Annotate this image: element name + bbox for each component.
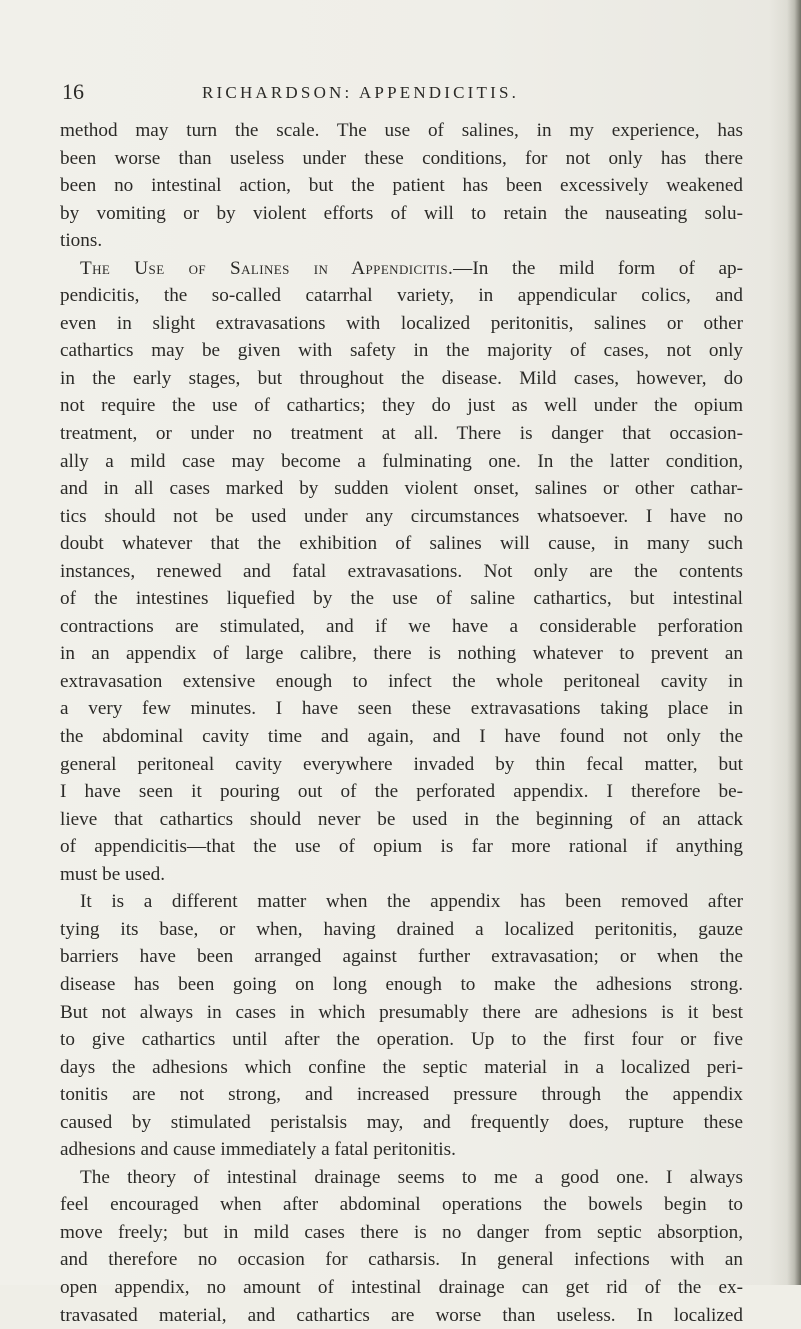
text-line: been worse than useless under these conditions, for not only has there [60, 147, 743, 169]
text-line: even in slight extravasations with localized peritonitis, salines or other [60, 312, 743, 334]
text-line: It is a different matter when the appendix has been removed after [80, 891, 743, 913]
text-line: must be used. [60, 863, 165, 885]
text-line: doubt whatever that the exhibition of salines will cause, in many such [60, 533, 743, 555]
text-line: lieve that cathartics should never be used in the beginning of an attack [60, 808, 743, 830]
text-line: travasated material, and cathartics are worse than useless. In localized [60, 1304, 743, 1326]
page-number: 16 [62, 79, 84, 104]
text-line: The theory of intestinal drainage seems to me a good one. I always [80, 1166, 743, 1188]
text-line: tonitis are not strong, and increased pressure through the appendix [60, 1084, 743, 1106]
text-line: and in all cases marked by sudden violent onset, salines or other cathar- [60, 478, 743, 500]
text-line: adhesions and cause immediately a fatal peritonitis. [60, 1139, 456, 1161]
page-header [62, 77, 742, 107]
text-line: ally a mild case may become a fulminating one. In the latter condition, [60, 450, 743, 472]
text-line: extravasation extensive enough to infect the whole peritoneal cavity in [60, 670, 743, 692]
text-line: tying its base, or when, having drained a localized peritonitis, gauze [60, 918, 743, 940]
text-line: move freely; but in mild cases there is no danger from septic absorption, [60, 1221, 743, 1243]
text-line: I have seen it pouring out of the perforated appendix. I therefore be- [60, 781, 743, 803]
text-line: cathartics may be given with safety in the majority of cases, not only [60, 340, 743, 362]
running-head: RICHARDSON: APPENDICITIS. [202, 83, 520, 102]
body-text [60, 117, 743, 1329]
text-line: tions. [60, 230, 103, 252]
text-line: contractions are stimulated, and if we have a considerable perforation [60, 615, 743, 637]
text-line: the abdominal cavity time and again, and I have found not only the [60, 726, 743, 748]
text-line: a very few minutes. I have seen these extravasations taking place in [60, 698, 743, 720]
page-edge-shadow [787, 0, 801, 1285]
text-line: disease has been going on long enough to make the adhesions strong. [60, 973, 743, 995]
text-line: in the early stages, but throughout the disease. Mild cases, however, do [60, 367, 743, 389]
text-line: pendicitis, the so-called catarrhal variety, in appendicular colics, and [60, 285, 743, 307]
text-line: barriers have been arranged against further extravasation; or when the [60, 946, 743, 968]
text-line: tics should not be used under any circumstances whatsoever. I have no [60, 505, 743, 527]
text-line: instances, renewed and fatal extravasations. Not only are the contents [60, 560, 743, 582]
text-line: But not always in cases in which presumably there are adhesions is it best [60, 1001, 743, 1023]
section-heading: The Use of Salines in Appendicitis. [80, 257, 454, 279]
text-line: and therefore no occasion for catharsis. In general infections with an [60, 1249, 743, 1271]
text-line: to give cathartics until after the operation. Up to the first four or five [60, 1029, 743, 1051]
text-line: —In the mild form of ap- [453, 257, 744, 279]
text-line: not require the use of cathartics; they do just as well under the opium [60, 395, 743, 417]
text-line: of appendicitis—that the use of opium is far more rational if anything [60, 836, 743, 858]
text-line: open appendix, no amount of intestinal drainage can get rid of the ex- [60, 1276, 743, 1298]
text-line: in an appendix of large calibre, there is nothing whatever to prevent an [60, 643, 743, 665]
text-line: by vomiting or by violent efforts of will to retain the nauseating solu- [60, 202, 743, 224]
text-line: method may turn the scale. The use of salines, in my experience, has [60, 120, 743, 141]
text-line: treatment, or under no treatment at all. There is danger that occasion- [60, 423, 743, 445]
text-line: caused by stimulated peristalsis may, and frequently does, rupture these [60, 1111, 743, 1133]
text-line: general peritoneal cavity everywhere invaded by thin fecal matter, but [60, 753, 743, 775]
text-line: of the intestines liquefied by the use of saline cathartics, but intestinal [60, 588, 743, 610]
text-line: feel encouraged when after abdominal operations the bowels begin to [60, 1194, 743, 1216]
text-line: days the adhesions which confine the septic material in a localized peri- [60, 1056, 743, 1078]
text-line: been no intestinal action, but the patient has been excessively weakened [60, 175, 743, 197]
section-heading-line [60, 255, 743, 283]
